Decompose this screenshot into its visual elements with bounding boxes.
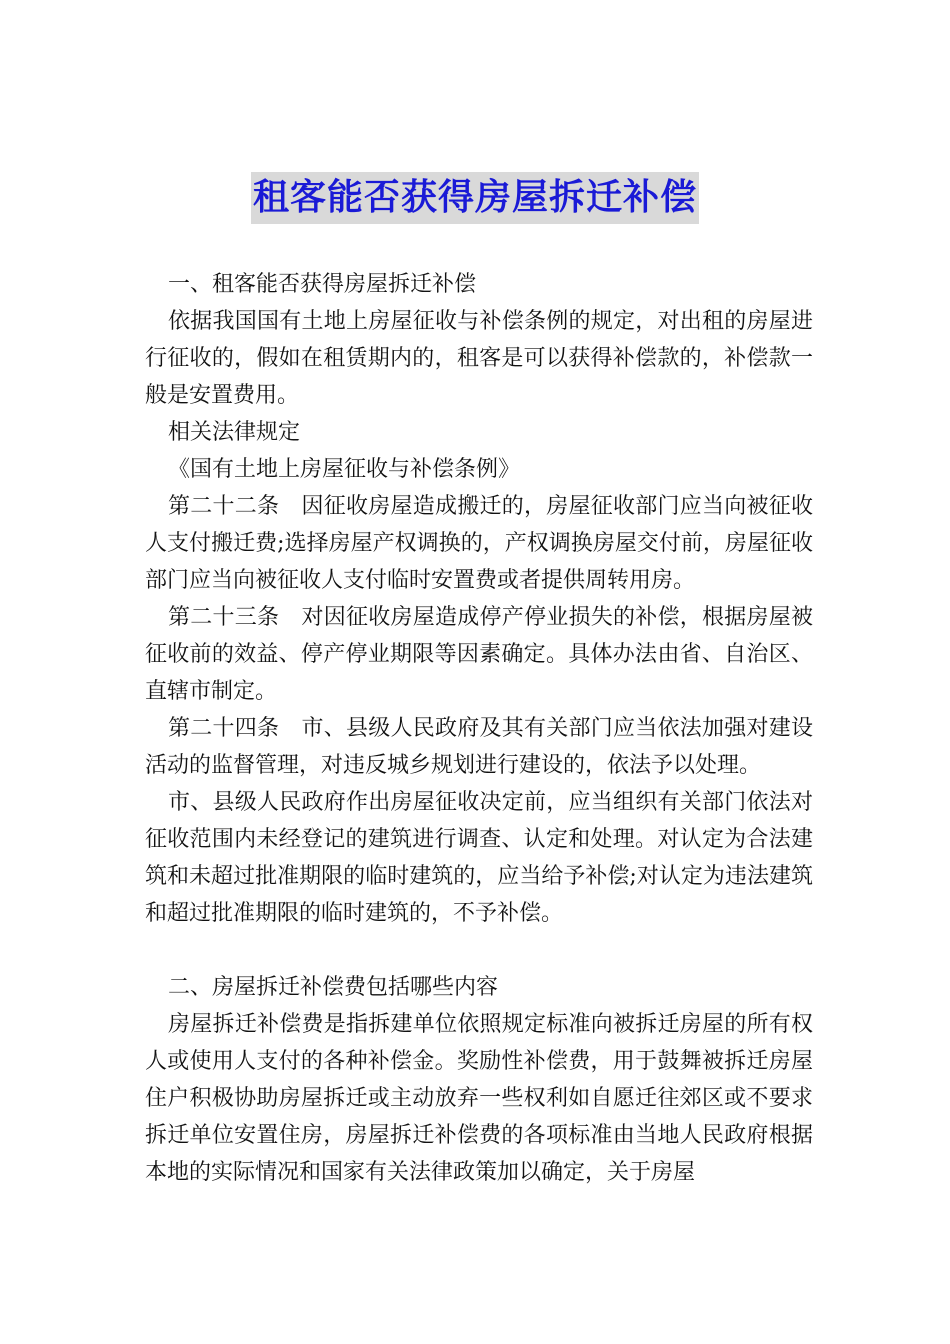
law-title: 《国有土地上房屋征收与补偿条例》 — [168, 457, 521, 482]
paragraph: 房屋拆迁补偿费是指拆建单位依照规定标准向被拆迁房屋的所有权人或使用人支付的各种补偿金。奖励性补偿费，用于鼓舞被拆迁房屋住户积极协助房屋拆迁或主动放弃一些权利如自愿迁往郊区或不要求拆迁单位安置住房，房屋拆迁补偿费的各项标准由当地人民政府根据本地的实际情况和国家有关法律政策加以确定，关于房屋 — [145, 1012, 813, 1185]
article-24: 第二十四条 市、县级人民政府及其有关部门应当依法加强对建设活动的监督管理，对违反城乡规划进行建设的，依法予以处理。 — [145, 716, 813, 778]
title-container — [0, 172, 950, 224]
paragraph-spacer — [145, 932, 813, 969]
section-heading-2: 二、房屋拆迁补偿费包括哪些内容 — [168, 975, 499, 1000]
paragraph: 依据我国国有土地上房屋征收与补偿条例的规定，对出租的房屋进行征收的，假如在租赁期内的，租客是可以获得补偿款的，补偿款一般是安置费用。 — [145, 309, 813, 408]
paragraph: 市、县级人民政府作出房屋征收决定前，应当组织有关部门依法对征收范围内未经登记的建筑进行调查、认定和处理。对认定为合法建筑和未超过批准期限的临时建筑的，应当给予补偿;对认定为违法建筑和超过批准期限的临时建筑的，不予补偿。 — [145, 790, 813, 926]
section-heading-1: 一、租客能否获得房屋拆迁补偿 — [168, 272, 477, 297]
document-body — [145, 266, 813, 1191]
document-title: 租客能否获得房屋拆迁补偿 — [251, 172, 699, 224]
article-22: 第二十二条 因征收房屋造成搬迁的，房屋征收部门应当向被征收人支付搬迁费;选择房屋产权调换的，产权调换房屋交付前，房屋征收部门应当向被征收人支付临时安置费或者提供周转用房。 — [145, 494, 813, 593]
article-23: 第二十三条 对因征收房屋造成停产停业损失的补偿，根据房屋被征收前的效益、停产停业期限等因素确定。具体办法由省、自治区、直辖市制定。 — [145, 605, 813, 704]
paragraph-label: 相关法律规定 — [168, 420, 301, 445]
